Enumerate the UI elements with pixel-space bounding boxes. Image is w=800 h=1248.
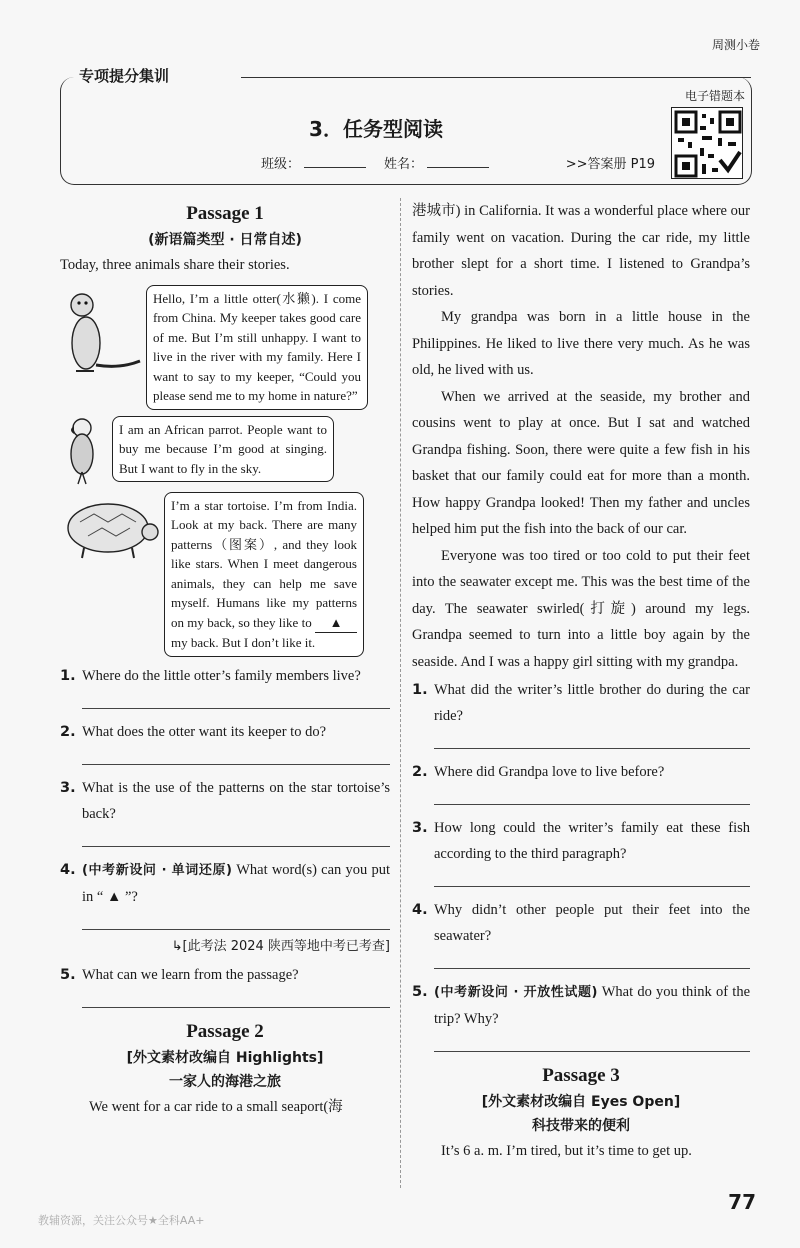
p2-question-3: 3. How long could the writer’s family eat these fish according to the third paragraph? <box>412 820 750 862</box>
passage3-opening: It’s 6 a. m. I’m tired, but it’s time to get up. <box>441 1143 692 1159</box>
passage2-paragraph-3: When we arrived at the seaside, my brother and cousins went to play at once. But I sat and watched Grandpa fishing. Soon, there were quite a few fish in his basket that our family could eat for more than a month. How happy Grandpa looked! Then my father and uncles helped him put the fish into the back of our car. <box>412 388 750 537</box>
passage1-title: Passage 1 <box>186 203 264 224</box>
p2-answer-line-1[interactable] <box>434 735 750 749</box>
p1-answer-line-5[interactable] <box>82 994 390 1008</box>
passage2-subtitle: 一家人的海港之旅 <box>169 1074 281 1090</box>
parrot-speech-bubble: I am an African parrot. People want to buy me because I’m good at singing. But I want to fly in the sky. <box>112 416 334 483</box>
p2-answer-line-3[interactable] <box>434 873 750 887</box>
qr-code-icon[interactable] <box>671 107 743 179</box>
p2-question-4: 4. Why didn’t other people put their feet into the seawater? <box>412 902 750 944</box>
p1-answer-line-1[interactable] <box>82 695 390 709</box>
section-title: 3．任务型阅读 <box>309 117 443 141</box>
passage1-subtitle: (新语篇类型 · 日常自述) <box>148 232 302 248</box>
answer-reference: >>答案册 P19 <box>565 157 655 172</box>
passage3-subtitle: 科技带来的便利 <box>532 1118 630 1134</box>
name-field[interactable]: 姓名： <box>384 153 489 172</box>
passage3-title: Passage 3 <box>542 1065 620 1086</box>
passage2-title: Passage 2 <box>186 1021 264 1042</box>
tortoise-speech-bubble: I’m a star tortoise. I’m from India. Look at my back. There are many patterns（图案）, and they look like stars. When I meet dangerous animals, they can help me save myself. Humans like my patterns on my back, so they like to ▲ my back. But I don’t like it. <box>164 492 364 657</box>
passage3-source: [外文素材改编自 Eyes Open] <box>481 1094 681 1110</box>
class-field[interactable]: 班级： <box>261 153 366 172</box>
otter-story <box>60 285 390 410</box>
passage2-paragraph-2: My grandpa was born in a little house in the Philippines. He liked to live there very much. As he was old, he lived with us. <box>412 309 750 378</box>
p2-answer-line-4[interactable] <box>434 955 750 969</box>
student-fields <box>261 153 489 172</box>
tortoise-icon <box>60 492 160 572</box>
p2-question-5: 5. (中考新设问 · 开放性试题) What do you think of the trip? Why? <box>412 984 751 1027</box>
p1-question-4: 4. (中考新设问 · 单词还原) What word(s) can you put in “ ▲ ”? <box>60 861 390 905</box>
passage2-opening: We went for a car ride to a small seaport(海 <box>89 1099 343 1115</box>
p1-answer-line-4[interactable] <box>82 916 390 930</box>
p2-answer-line-2[interactable] <box>434 791 750 805</box>
passage2-paragraph-4: Everyone was too tired or too cold to put their feet into the seawater except me. This was the best time of the day. The seawater swirled(打旋) around my legs. Grandpa seemed to turn into a little boy again by the seaside. And I was a happy girl sitting with my grandpa. <box>412 547 750 670</box>
parrot-icon <box>60 416 104 486</box>
otter-icon <box>60 285 142 377</box>
passage2-paragraph-1: 港城市) in California. It was a wonderful place where our family went on vacation. During the car ride, my little brother slept for a short time. I listened to Grandpa’s stories. <box>412 203 750 299</box>
passage2-source: [外文素材改编自 Highlights] <box>126 1050 324 1066</box>
parrot-story <box>60 416 390 486</box>
p1-question-5: 5. What can we learn from the passage? <box>60 967 299 983</box>
p2-question-1: 1. What did the writer’s little brother do during the car ride? <box>412 682 750 724</box>
right-column <box>412 198 750 1165</box>
p1-answer-line-3[interactable] <box>82 833 390 847</box>
left-column <box>60 198 390 1121</box>
exam-note: ↳[此考法 2024 陕西等地中考已考查] <box>171 938 390 954</box>
p1-question-1: 1. Where do the little otter’s family members live? <box>60 667 361 684</box>
p1-question-3: 3. What is the use of the patterns on the star tortoise’s back? <box>60 779 390 822</box>
tortoise-story <box>60 492 390 657</box>
p1-question-2: 2. What does the otter want its keeper to do? <box>60 723 327 740</box>
p2-answer-line-5[interactable] <box>434 1038 750 1052</box>
passage1-intro: Today, three animals share their stories. <box>60 257 290 273</box>
tortoise-blank: ▲ <box>315 613 357 634</box>
footer-watermark: 教辅资源，关注公众号★全科AA+ <box>38 1214 205 1227</box>
series-label: 周测小卷 <box>711 38 760 52</box>
qr-label: 电子错题本 <box>684 89 745 103</box>
header-tag: 专项提分集训 <box>75 65 173 86</box>
p1-answer-line-2[interactable] <box>82 751 390 765</box>
header-box <box>60 67 752 185</box>
page-number: 77 <box>728 1190 756 1214</box>
otter-speech-bubble: Hello, I’m a little otter(水獭). I come from China. My keeper takes good care of me. But I’m still unhappy. I want to live in the river with my family. Here I want to say to my keeper, “Could you please send me to my home in nature?” <box>146 285 368 410</box>
p2-question-2: 2. Where did Grandpa love to live before? <box>412 764 665 780</box>
